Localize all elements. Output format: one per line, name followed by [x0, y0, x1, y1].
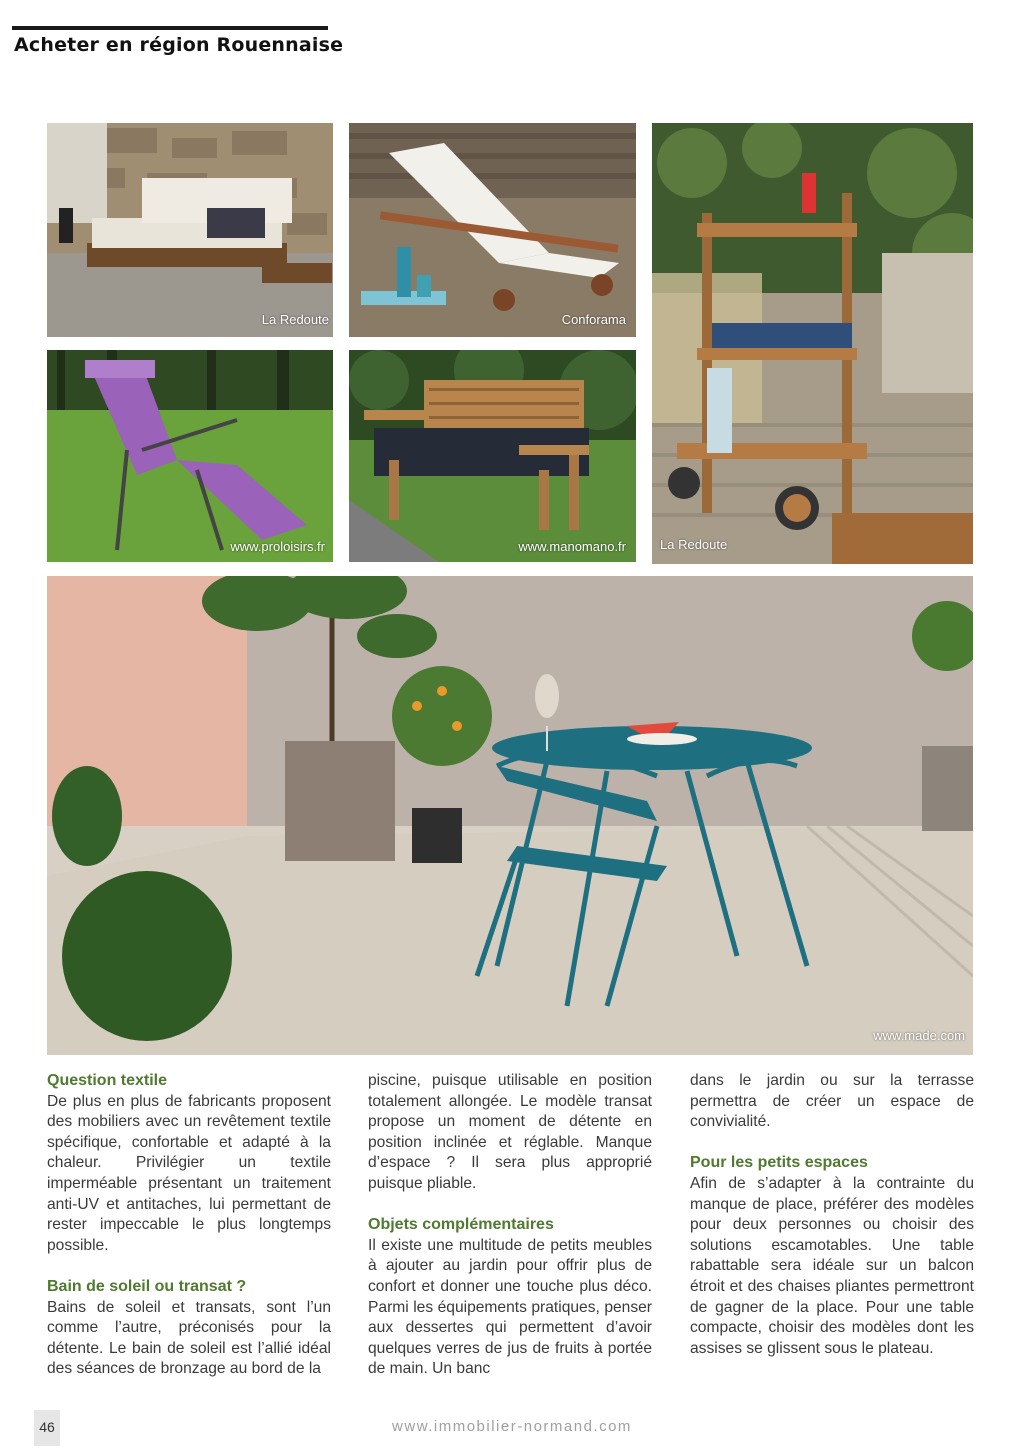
section-heading: Bain de soleil ou transat ? — [47, 1277, 247, 1295]
photo-teal-bistro-set — [47, 576, 973, 1055]
section-body: Afin de s’adapter à la contrainte du manque de place, préférer des modèles pour deux personnes ou choisir des solutions escamotables. Une table rabattable sera idéale sur un balcon étroit et des chaises pliantes permettront de gagner de la place. Pour une table compacte, choisir des modèles dont les assises se glissent sous le plateau. — [690, 1174, 974, 1357]
section-body: piscine, puisque utilisable en position totalement allongée. Le modèle transat propose un moment de détente en position inclinée et réglable. Manque d’espace ? Il sera plus approprié puisque pliable. — [368, 1072, 652, 1192]
photo-credit: Conforama — [561, 312, 626, 327]
page-header-title: Acheter en région Rouennaise — [14, 34, 344, 56]
section-body: dans le jardin ou sur la terrasse permettra de créer un espace de convivialité. — [690, 1072, 974, 1131]
photo-serving-trolley — [652, 123, 973, 564]
photo-outdoor-sofa — [47, 123, 333, 337]
photo-credit: La Redoute — [660, 537, 728, 552]
photo-credit: www.made.com — [873, 1028, 965, 1043]
section-heading: Pour les petits espaces — [690, 1154, 868, 1172]
section-heading: Question textile — [47, 1072, 168, 1089]
photo-credit: www.manomano.fr — [518, 539, 626, 554]
article-column-3 — [690, 1071, 974, 1359]
section-body: Il existe une multitude de petits meubles à ajouter au jardin pour offrir plus de confort et donner une touche plus déco. Parmi les équipements pratiques, penser aux dessertes qui permettent d’avoir quelques verres de jus de fruits à portée de main. Un banc — [368, 1236, 652, 1378]
page-number: 46 — [34, 1410, 60, 1446]
section-body: De plus en plus de fabricants proposent des mobiliers avec un revêtement textile spécifique, confortable et adapté à la chaleur. Privilégier un textile imperméable présentant un traitement anti-UV et antitaches, lui permettant de rester impeccable le plus longtemps possible. — [47, 1092, 331, 1254]
section-heading: Objets complémentaires — [368, 1216, 554, 1234]
photo-sun-lounger — [349, 123, 636, 337]
photo-purple-recliner — [47, 350, 333, 562]
article-column-2 — [368, 1071, 652, 1380]
photo-credit: www.proloisirs.fr — [230, 539, 325, 554]
photo-teak-bench — [349, 350, 636, 562]
header-rule — [12, 26, 328, 30]
article-column-1 — [47, 1071, 331, 1380]
section-body: Bains de soleil et transats, sont l’un comme l’autre, préconisés pour la détente. Le bain de soleil est l’allié idéal des séances de bronzage au bord de la — [47, 1298, 331, 1378]
footer-url[interactable]: www.immobilier-normand.com — [392, 1418, 632, 1435]
photo-credit: La Redoute — [261, 312, 329, 327]
